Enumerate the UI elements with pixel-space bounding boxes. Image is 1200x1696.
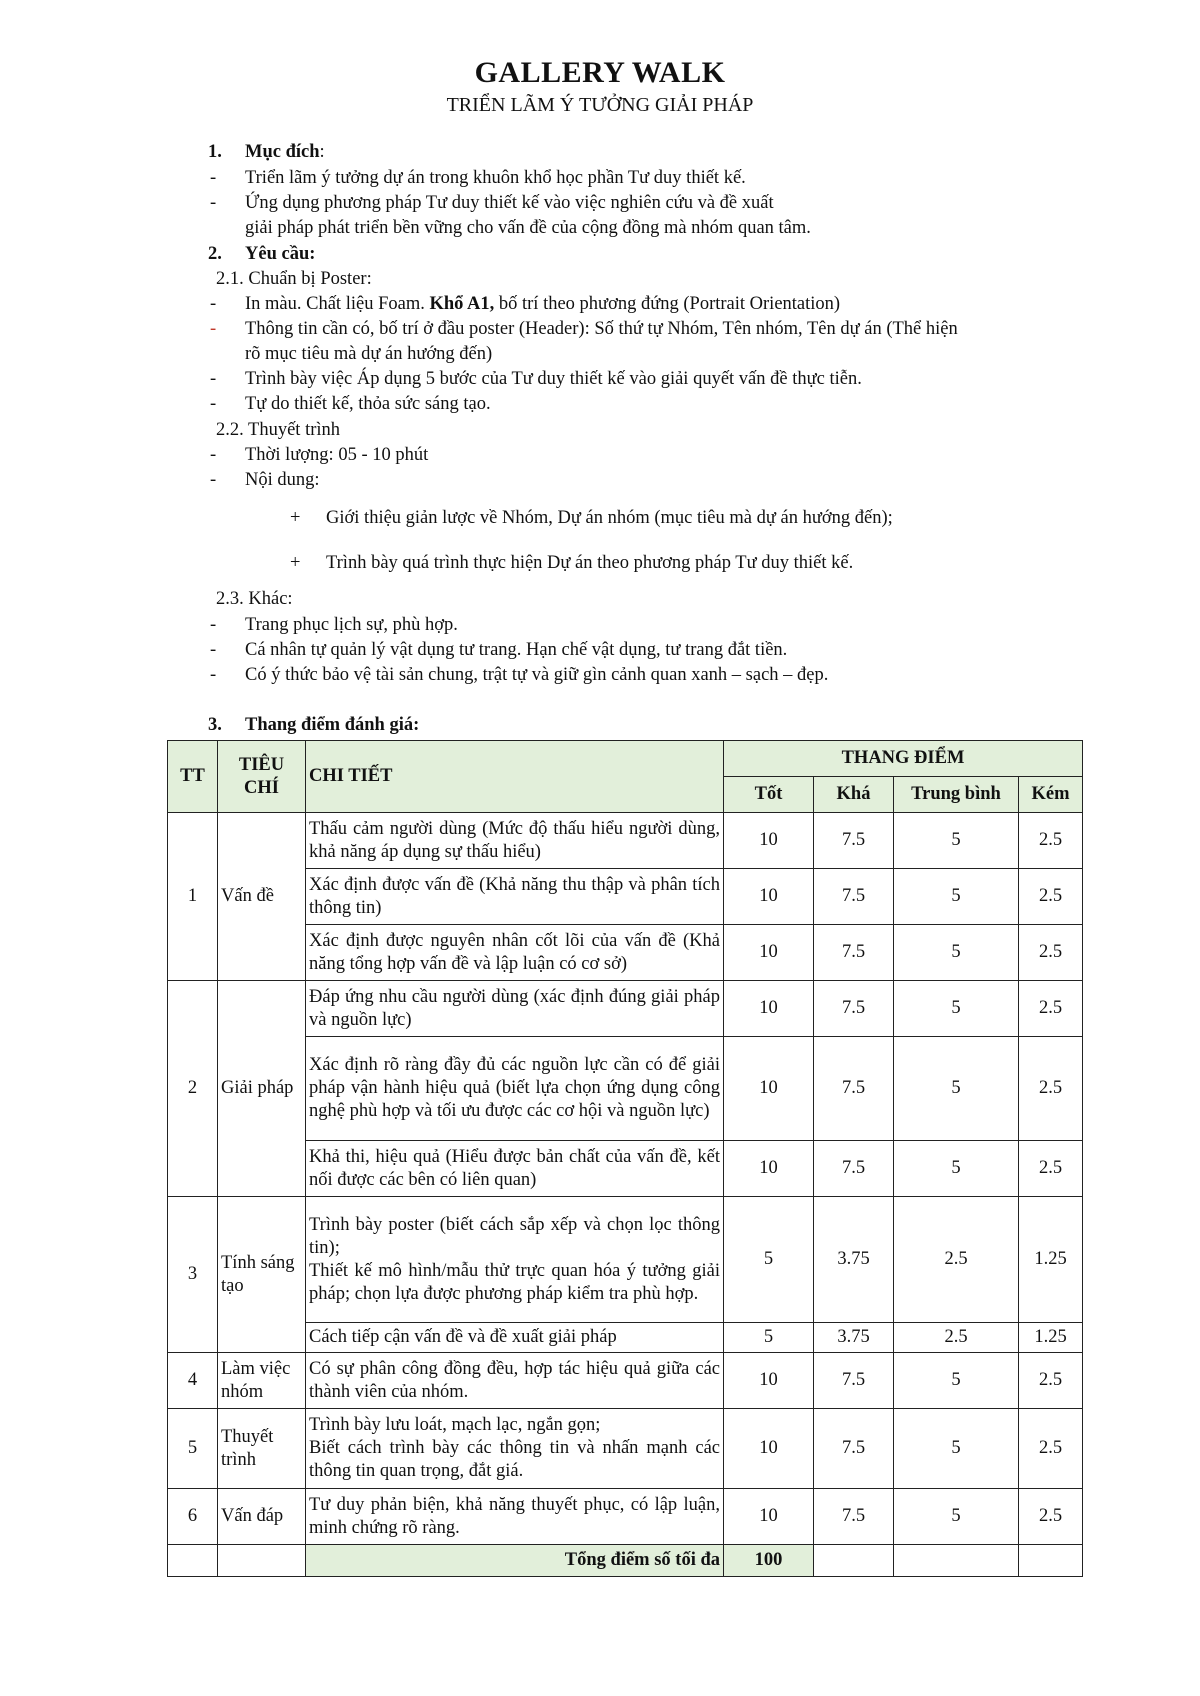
- item-text: In màu. Chất liệu Foam.: [245, 294, 430, 314]
- section2-heading: Yêu cầu:: [245, 244, 316, 264]
- score-average: 5: [894, 813, 1019, 869]
- score-poor: 2.5: [1019, 869, 1083, 925]
- score-fair: 7.5: [814, 869, 894, 925]
- score-average: 5: [894, 981, 1019, 1037]
- score-poor: 1.25: [1019, 1197, 1083, 1323]
- section2-2-plus-1: Giới thiệu giản lược về Nhóm, Dự án nhóm (mục tiêu mà dự án hướng đến);: [326, 508, 893, 528]
- row-detail-line: Biết cách trình bày các thông tin và nhấn mạnh các thông tin quan trọng, đắt giá.: [309, 1438, 720, 1481]
- empty-cell: [1019, 1545, 1083, 1577]
- score-fair: 3.75: [814, 1323, 894, 1353]
- section2-2-plus-2: Trình bày quá trình thực hiện Dự án theo phương pháp Tư duy thiết kế.: [326, 553, 854, 573]
- row-tt: 5: [168, 1409, 218, 1489]
- table-row: [168, 1323, 1083, 1353]
- score-poor: 2.5: [1019, 1489, 1083, 1545]
- score-poor: 2.5: [1019, 1353, 1083, 1409]
- score-average: 5: [894, 925, 1019, 981]
- score-fair: 7.5: [814, 1037, 894, 1141]
- section3-heading: Thang điểm đánh giá:: [245, 715, 420, 735]
- table-row: [168, 1141, 1083, 1197]
- section2-3-item-2: Cá nhân tự quản lý vật dụng tư trang. Hạn chế vật dụng, tư trang đắt tiền.: [245, 640, 788, 660]
- total-value: 100: [724, 1545, 814, 1577]
- score-fair: 7.5: [814, 813, 894, 869]
- list-dash: -: [210, 369, 217, 389]
- row-detail: [306, 1197, 724, 1323]
- table-row: [168, 1489, 1083, 1545]
- row-criteria: Làm việc nhóm: [218, 1353, 306, 1409]
- section2-1-item-2: Thông tin cần có, bố trí ở đầu poster (Header): Số thứ tự Nhóm, Tên nhóm, Tên dự án (Thể hiện: [245, 319, 958, 339]
- table-row: [168, 1353, 1083, 1409]
- row-tt: 2: [168, 981, 218, 1197]
- section1-item-1: Triển lãm ý tưởng dự án trong khuôn khổ học phần Tư duy thiết kế.: [245, 168, 746, 188]
- score-poor: 2.5: [1019, 1409, 1083, 1489]
- list-dash: -: [210, 193, 217, 213]
- list-dash: -: [210, 319, 217, 339]
- header-tt: TT: [168, 741, 218, 813]
- row-detail-line: Trình bày poster (biết cách sắp xếp và chọn lọc thông tin);: [309, 1214, 720, 1258]
- score-average: 5: [894, 1141, 1019, 1197]
- row-tt: 6: [168, 1489, 218, 1545]
- section3-number: 3.: [208, 715, 222, 735]
- list-dash: -: [210, 294, 217, 314]
- table-row: [168, 1197, 1083, 1323]
- score-fair: 7.5: [814, 925, 894, 981]
- score-poor: 1.25: [1019, 1323, 1083, 1353]
- list-dash: -: [210, 445, 217, 465]
- row-detail-line: Thiết kế mô hình/mẫu thử trực quan hóa ý tưởng giải pháp; chọn lựa được phương pháp kiểm tra phù hợp.: [309, 1260, 720, 1304]
- table-row: [168, 1037, 1083, 1141]
- section2-1-item-2-continued: rõ mục tiêu mà dự án hướng đến): [245, 344, 493, 364]
- section2-1-item-4: Tự do thiết kế, thỏa sức sáng tạo.: [245, 394, 491, 414]
- total-label: Tổng điểm số tối đa: [306, 1545, 724, 1577]
- score-fair: 3.75: [814, 1197, 894, 1323]
- section1-heading-text: Mục đích: [245, 142, 320, 162]
- score-poor: 2.5: [1019, 1141, 1083, 1197]
- row-criteria: Vấn đề: [218, 813, 306, 981]
- list-dash: -: [210, 615, 217, 635]
- header-criteria: [218, 741, 306, 813]
- header-fair: Khá: [814, 777, 894, 813]
- row-detail: Thấu cảm người dùng (Mức độ thấu hiểu người dùng, khả năng áp dụng sự thấu hiểu): [306, 813, 724, 869]
- section2-3-heading: 2.3. Khác:: [216, 589, 293, 609]
- section2-1-heading: 2.1. Chuẩn bị Poster:: [216, 269, 372, 289]
- row-detail: Có sự phân công đồng đều, hợp tác hiệu quả giữa các thành viên của nhóm.: [306, 1353, 724, 1409]
- list-dash: -: [210, 640, 217, 660]
- document-subtitle: TRIỂN LÃM Ý TƯỞNG GIẢI PHÁP: [446, 94, 754, 116]
- section1-heading: [245, 140, 325, 164]
- table-row: [168, 925, 1083, 981]
- section2-3-item-1: Trang phục lịch sự, phù hợp.: [245, 615, 458, 635]
- empty-cell: [218, 1545, 306, 1577]
- row-criteria: Tính sáng tạo: [218, 1197, 306, 1353]
- list-dash: -: [210, 665, 217, 685]
- list-dash: -: [210, 394, 217, 414]
- header-criteria-line1: TIÊU: [238, 754, 285, 775]
- section2-number: 2.: [208, 244, 222, 264]
- section1-heading-colon: :: [319, 142, 325, 162]
- row-detail: Khả thi, hiệu quả (Hiểu được bản chất của vấn đề, kết nối được các bên có liên quan): [306, 1141, 724, 1197]
- score-good: 10: [724, 1409, 814, 1489]
- score-poor: 2.5: [1019, 813, 1083, 869]
- score-average: 5: [894, 1353, 1019, 1409]
- section2-1-item-1: [245, 292, 840, 316]
- score-good: 10: [724, 1037, 814, 1141]
- score-average: 2.5: [894, 1197, 1019, 1323]
- plus-bullet: +: [290, 508, 301, 528]
- score-poor: 2.5: [1019, 925, 1083, 981]
- row-detail: Xác định rõ ràng đầy đủ các nguồn lực cần có để giải pháp vận hành hiệu quả (biết lựa chọn ứng dụng công nghệ phù hợp và tối ưu được các cơ hội và nguồn lực): [306, 1037, 724, 1141]
- score-average: 2.5: [894, 1323, 1019, 1353]
- row-detail: Tư duy phản biện, khả năng thuyết phục, có lập luận, minh chứng rõ ràng.: [306, 1489, 724, 1545]
- score-average: 5: [894, 1037, 1019, 1141]
- header-good: Tốt: [724, 777, 814, 813]
- score-fair: 7.5: [814, 1489, 894, 1545]
- total-row: [168, 1545, 1083, 1577]
- empty-cell: [814, 1545, 894, 1577]
- item-text: bố trí theo phương đứng (Portrait Orientation): [494, 294, 841, 314]
- score-poor: 2.5: [1019, 1037, 1083, 1141]
- document-title: GALLERY WALK: [474, 56, 726, 89]
- list-dash: -: [210, 168, 217, 188]
- row-detail: Đáp ứng nhu cầu người dùng (xác định đúng giải pháp và nguồn lực): [306, 981, 724, 1037]
- section1-item-2: Ứng dụng phương pháp Tư duy thiết kế vào việc nghiên cứu và đề xuất: [245, 193, 774, 213]
- row-detail: Cách tiếp cận vấn đề và đề xuất giải pháp: [306, 1323, 724, 1353]
- score-average: 5: [894, 1409, 1019, 1489]
- row-tt: 1: [168, 813, 218, 981]
- table-row: [168, 813, 1083, 869]
- section2-3-item-3: Có ý thức bảo vệ tài sản chung, trật tự và giữ gìn cảnh quan xanh – sạch – đẹp.: [245, 665, 829, 685]
- score-good: 10: [724, 981, 814, 1037]
- header-average: Trung bình: [894, 777, 1019, 813]
- header-criteria-line2: CHÍ: [244, 777, 279, 798]
- scoring-table: [167, 740, 1083, 1577]
- score-fair: 7.5: [814, 1353, 894, 1409]
- row-detail: Xác định được nguyên nhân cốt lõi của vấn đề (Khả năng tổng hợp vấn đề và lập luận có cơ sở): [306, 925, 724, 981]
- list-dash: -: [210, 470, 217, 490]
- table-row: [168, 981, 1083, 1037]
- score-good: 10: [724, 1489, 814, 1545]
- section2-1-item-3: Trình bày việc Áp dụng 5 bước của Tư duy thiết kế vào giải quyết vấn đề thực tiễn.: [245, 369, 862, 389]
- score-good: 10: [724, 1141, 814, 1197]
- header-scale: THANG ĐIỂM: [724, 741, 1083, 777]
- section2-2-item-1: Thời lượng: 05 - 10 phút: [245, 445, 429, 465]
- section2-2-heading: 2.2. Thuyết trình: [216, 420, 341, 440]
- row-detail-line: Trình bày lưu loát, mạch lạc, ngắn gọn;: [309, 1415, 601, 1435]
- score-good: 5: [724, 1323, 814, 1353]
- table-row: [168, 869, 1083, 925]
- row-criteria: Vấn đáp: [218, 1489, 306, 1545]
- score-fair: 7.5: [814, 1409, 894, 1489]
- score-good: 10: [724, 869, 814, 925]
- empty-cell: [894, 1545, 1019, 1577]
- row-criteria: Thuyết trình: [218, 1409, 306, 1489]
- row-detail: [306, 1409, 724, 1489]
- section1-number: 1.: [208, 142, 222, 162]
- plus-bullet: +: [290, 553, 301, 573]
- section1-item-2-continued: giải pháp phát triển bền vững cho vấn đề của cộng đồng mà nhóm quan tâm.: [245, 218, 811, 238]
- score-average: 5: [894, 869, 1019, 925]
- score-good: 10: [724, 813, 814, 869]
- score-poor: 2.5: [1019, 981, 1083, 1037]
- row-detail: Xác định được vấn đề (Khả năng thu thập và phân tích thông tin): [306, 869, 724, 925]
- header-detail: CHI TIẾT: [306, 741, 724, 813]
- section2-2-item-2: Nội dung:: [245, 470, 320, 490]
- row-tt: 4: [168, 1353, 218, 1409]
- row-tt: 3: [168, 1197, 218, 1353]
- score-good: 5: [724, 1197, 814, 1323]
- score-good: 10: [724, 1353, 814, 1409]
- row-criteria: Giải pháp: [218, 981, 306, 1197]
- empty-cell: [168, 1545, 218, 1577]
- score-average: 5: [894, 1489, 1019, 1545]
- table-row: [168, 1409, 1083, 1489]
- item-bold-text: Khổ A1,: [429, 294, 495, 314]
- score-fair: 7.5: [814, 1141, 894, 1197]
- score-fair: 7.5: [814, 981, 894, 1037]
- score-good: 10: [724, 925, 814, 981]
- header-poor: Kém: [1019, 777, 1083, 813]
